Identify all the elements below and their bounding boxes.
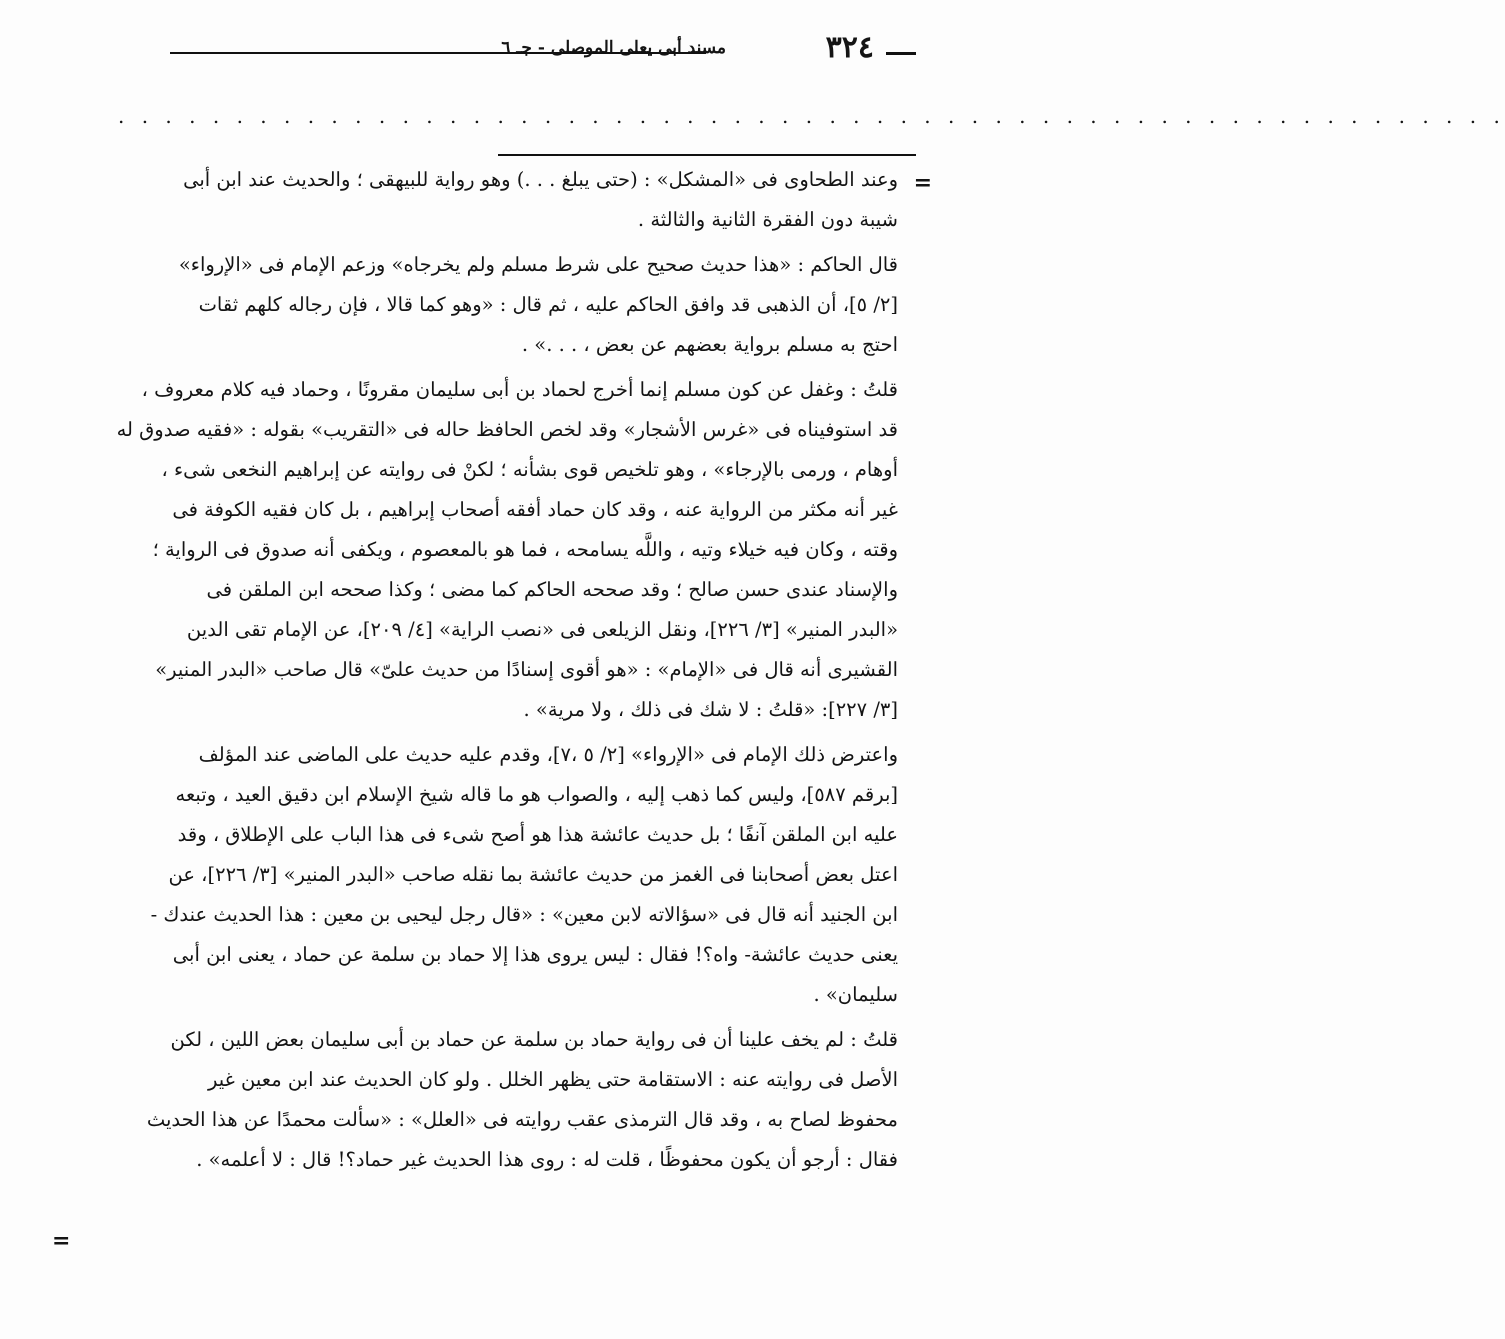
text-line: أوهام ، ورمى بالإرجاء» ، وهو تلخيص قوى بشأنه ؛ لكنْ فى روايته عن إبراهيم النخعى شىء ، [161,458,898,481]
text-line: عليه ابن الملقن آنفًا ؛ بل حديث عائشة هذا هو أصح شىء فى هذا الباب على الإطلاق ، وقد [177,823,898,846]
text-line: اعتل بعض أصحابنا فى الغمز من حديث عائشة بما نقله صاحب «البدر المنير» [٣/ ٢٢٦]، عن [168,863,898,886]
paragraph [86,735,898,1015]
page-header [78,30,916,70]
text-line: الأصل فى روايته عنه : الاستقامة حتى يظهر الخلل . ولو كان الحديث عند ابن معين غير [208,1068,898,1091]
footnote-body [86,160,898,1185]
paragraph [86,1020,898,1180]
continuation-mark-bottom: = [52,1228,71,1254]
text-line: [٣/ ٢٢٧]: «قلتُ : لا شك فى ذلك ، ولا مرية» . [523,698,898,721]
text-line: قال الحاكم : «هذا حديث صحيح على شرط مسلم ولم يخرجاه» وزعم الإمام فى «الإرواء» [178,253,898,276]
continuation-mark-top: = [913,170,932,196]
text-line: سليمان» . [813,983,898,1006]
header-dash-right [886,52,916,55]
text-line: محفوظ لصاح به ، وقد قال الترمذى عقب روايته فى «العلل» : «سألت محمدًا عن هذا الحديث [146,1108,898,1131]
text-line: قد استوفيناه فى «غرس الأشجار» وقد لخص الحافظ حاله فى «التقريب» بقوله : «فقيه صدوق له [116,418,898,441]
paragraph [86,370,898,730]
text-line: فقال : أرجو أن يكون محفوظًا ، قلت له : روى هذا الحديث غير حماد؟! قال : لا أعلمه» . [196,1148,898,1171]
text-line: [برقم ٥٨٧]، وليس كما ذهب إليه ، والصواب هو ما قاله شيخ الإسلام ابن دقيق العيد ، وتبعه [175,783,898,806]
text-line: احتج به مسلم برواية بعضهم عن بعض ، . . .» . [521,333,898,356]
text-line: واعترض ذلك الإمام فى «الإرواء» [٢/ ٥ ،٧]، وقدم عليه حديث على الماضى عند المؤلف [198,743,898,766]
text-line: قلتُ : وغفل عن كون مسلم إنما أخرج لحماد بن أبى سليمان مقرونًا ، وحماد فيه كلام معروف ، [141,378,898,401]
separator-dots: . . . . . . . . . . . . . . . . . . . . . . . . . . . . . . . . . . . . . . . . . . . . . . . . . . . . . . . . . . . [118,104,1505,128]
text-line: ابن الجنيد أنه قال فى «سؤالاته لابن معين» : «قال رجل ليحيى بن معين : هذا الحديث عندك - [150,903,898,926]
paragraph [86,245,898,365]
text-line: القشيرى أنه قال فى «الإمام» : «هو أقوى إسنادًا من حديث علىّ» قال صاحب «البدر المنير» [155,658,898,681]
footnote-rule [498,154,916,156]
page-number: ٣٢٤ [825,30,874,65]
text-line: والإسناد عندى حسن صالح ؛ وقد صححه الحاكم كما مضى ؛ وكذا صححه ابن الملقن فى [206,578,898,601]
text-line: قلتُ : لم يخف علينا أن فى رواية حماد بن سلمة عن حماد بن أبى سليمان بعض اللين ، لكن [170,1028,898,1051]
text-line: وعند الطحاوى فى «المشكل» : (حتى يبلغ . . .) وهو رواية للبيهقى ؛ والحديث عند ابن أبى [183,168,898,191]
text-line: غير أنه مكثر من الرواية عنه ، وقد كان حماد أفقه أصحاب إبراهيم ، بل كان فقيه الكوفة فى [172,498,898,521]
text-line: يعنى حديث عائشة- واه؟! فقال : ليس يروى هذا إلا حماد بن سلمة عن حماد ، يعنى ابن أبى [172,943,898,966]
text-line: وقته ، وكان فيه خيلاء وتيه ، واللَّه يسامحه ، فما هو بالمعصوم ، ويكفى أنه صدوق فى الرواية ؛ [152,538,898,561]
text-line: شيبة دون الفقرة الثانية والثالثة . [637,208,898,231]
text-line: [٢/ ٥]، أن الذهبى قد وافق الحاكم عليه ، ثم قال : «وهو كما قالا ، فإن رجاله كلهم ثقات [198,293,898,316]
running-title: مسند أبى يعلى الموصلى - جـ ٦ [501,38,726,58]
text-line: «البدر المنير» [٣/ ٢٢٦]، ونقل الزيلعى فى «نصب الراية» [٤/ ٢٠٩]، عن الإمام تقى الدين [186,618,898,641]
header-rule [170,52,706,54]
paragraph [86,160,898,240]
